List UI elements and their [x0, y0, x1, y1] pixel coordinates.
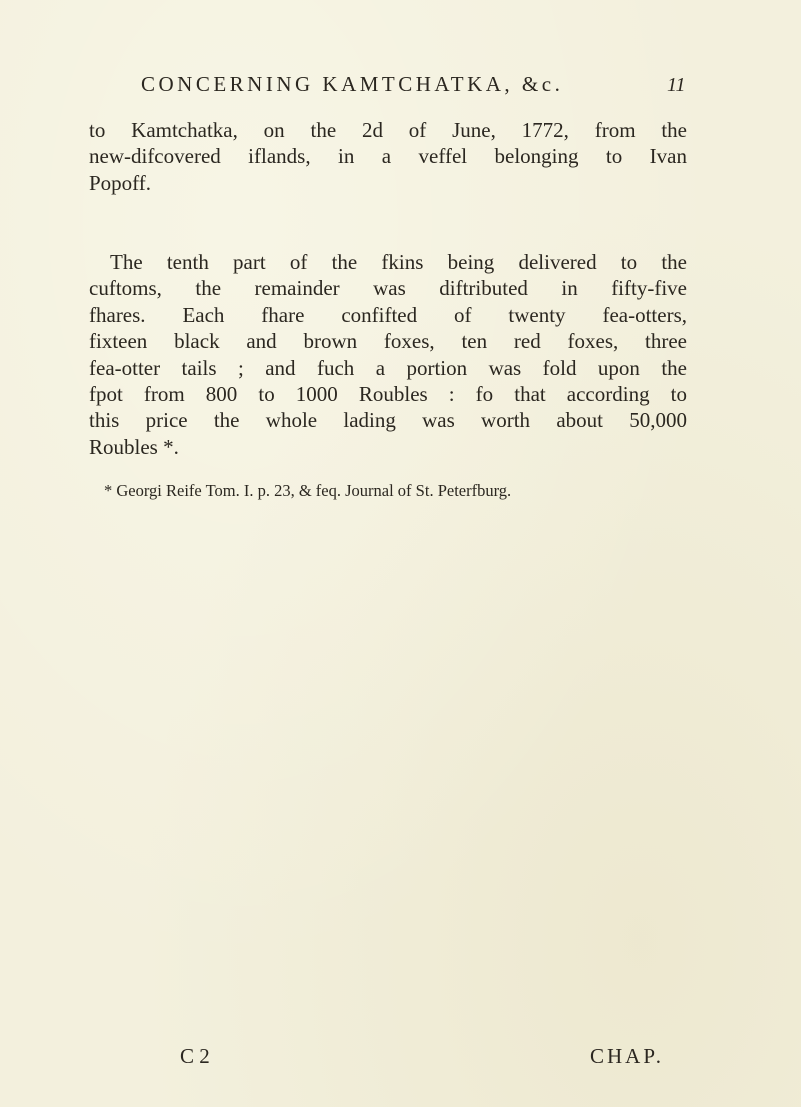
footnote: * Georgi Reife Tom. I. p. 23, & feq. Journal of St. Peterfburg. — [104, 481, 512, 500]
text-line: fixteen black and brown foxes, ten red foxes, three — [89, 329, 687, 354]
text-line: cuftoms, the remainder was diftributed in fifty-five — [89, 276, 687, 301]
text-line: new-difcovered iflands, in a veffel belonging to Ivan — [89, 144, 687, 169]
text-line: Roubles *. — [89, 434, 179, 459]
catchword: CHAP. — [590, 1044, 664, 1068]
paragraph-2 — [89, 249, 687, 460]
text-line: to Kamtchatka, on the 2d of June, 1772, from the — [89, 118, 687, 142]
page-number: 11 — [667, 74, 686, 96]
text-line: Popoff. — [89, 170, 152, 195]
signature-mark: C 2 — [180, 1044, 210, 1068]
running-head: CONCERNING KAMTCHATKA, &c. — [141, 72, 564, 96]
text-line: fhares. Each fhare confifted of twenty fea-otters, — [89, 302, 687, 327]
text-line: fpot from 800 to 1000 Roubles : fo that according to — [89, 382, 687, 407]
text-line: The tenth part of the fkins being delivered to the — [110, 250, 687, 274]
text-line: fea-otter tails ; and fuch a portion was fold upon the — [89, 355, 687, 380]
text-line: this price the whole lading was worth about 50,000 — [89, 408, 687, 433]
paragraph-1 — [89, 117, 687, 196]
